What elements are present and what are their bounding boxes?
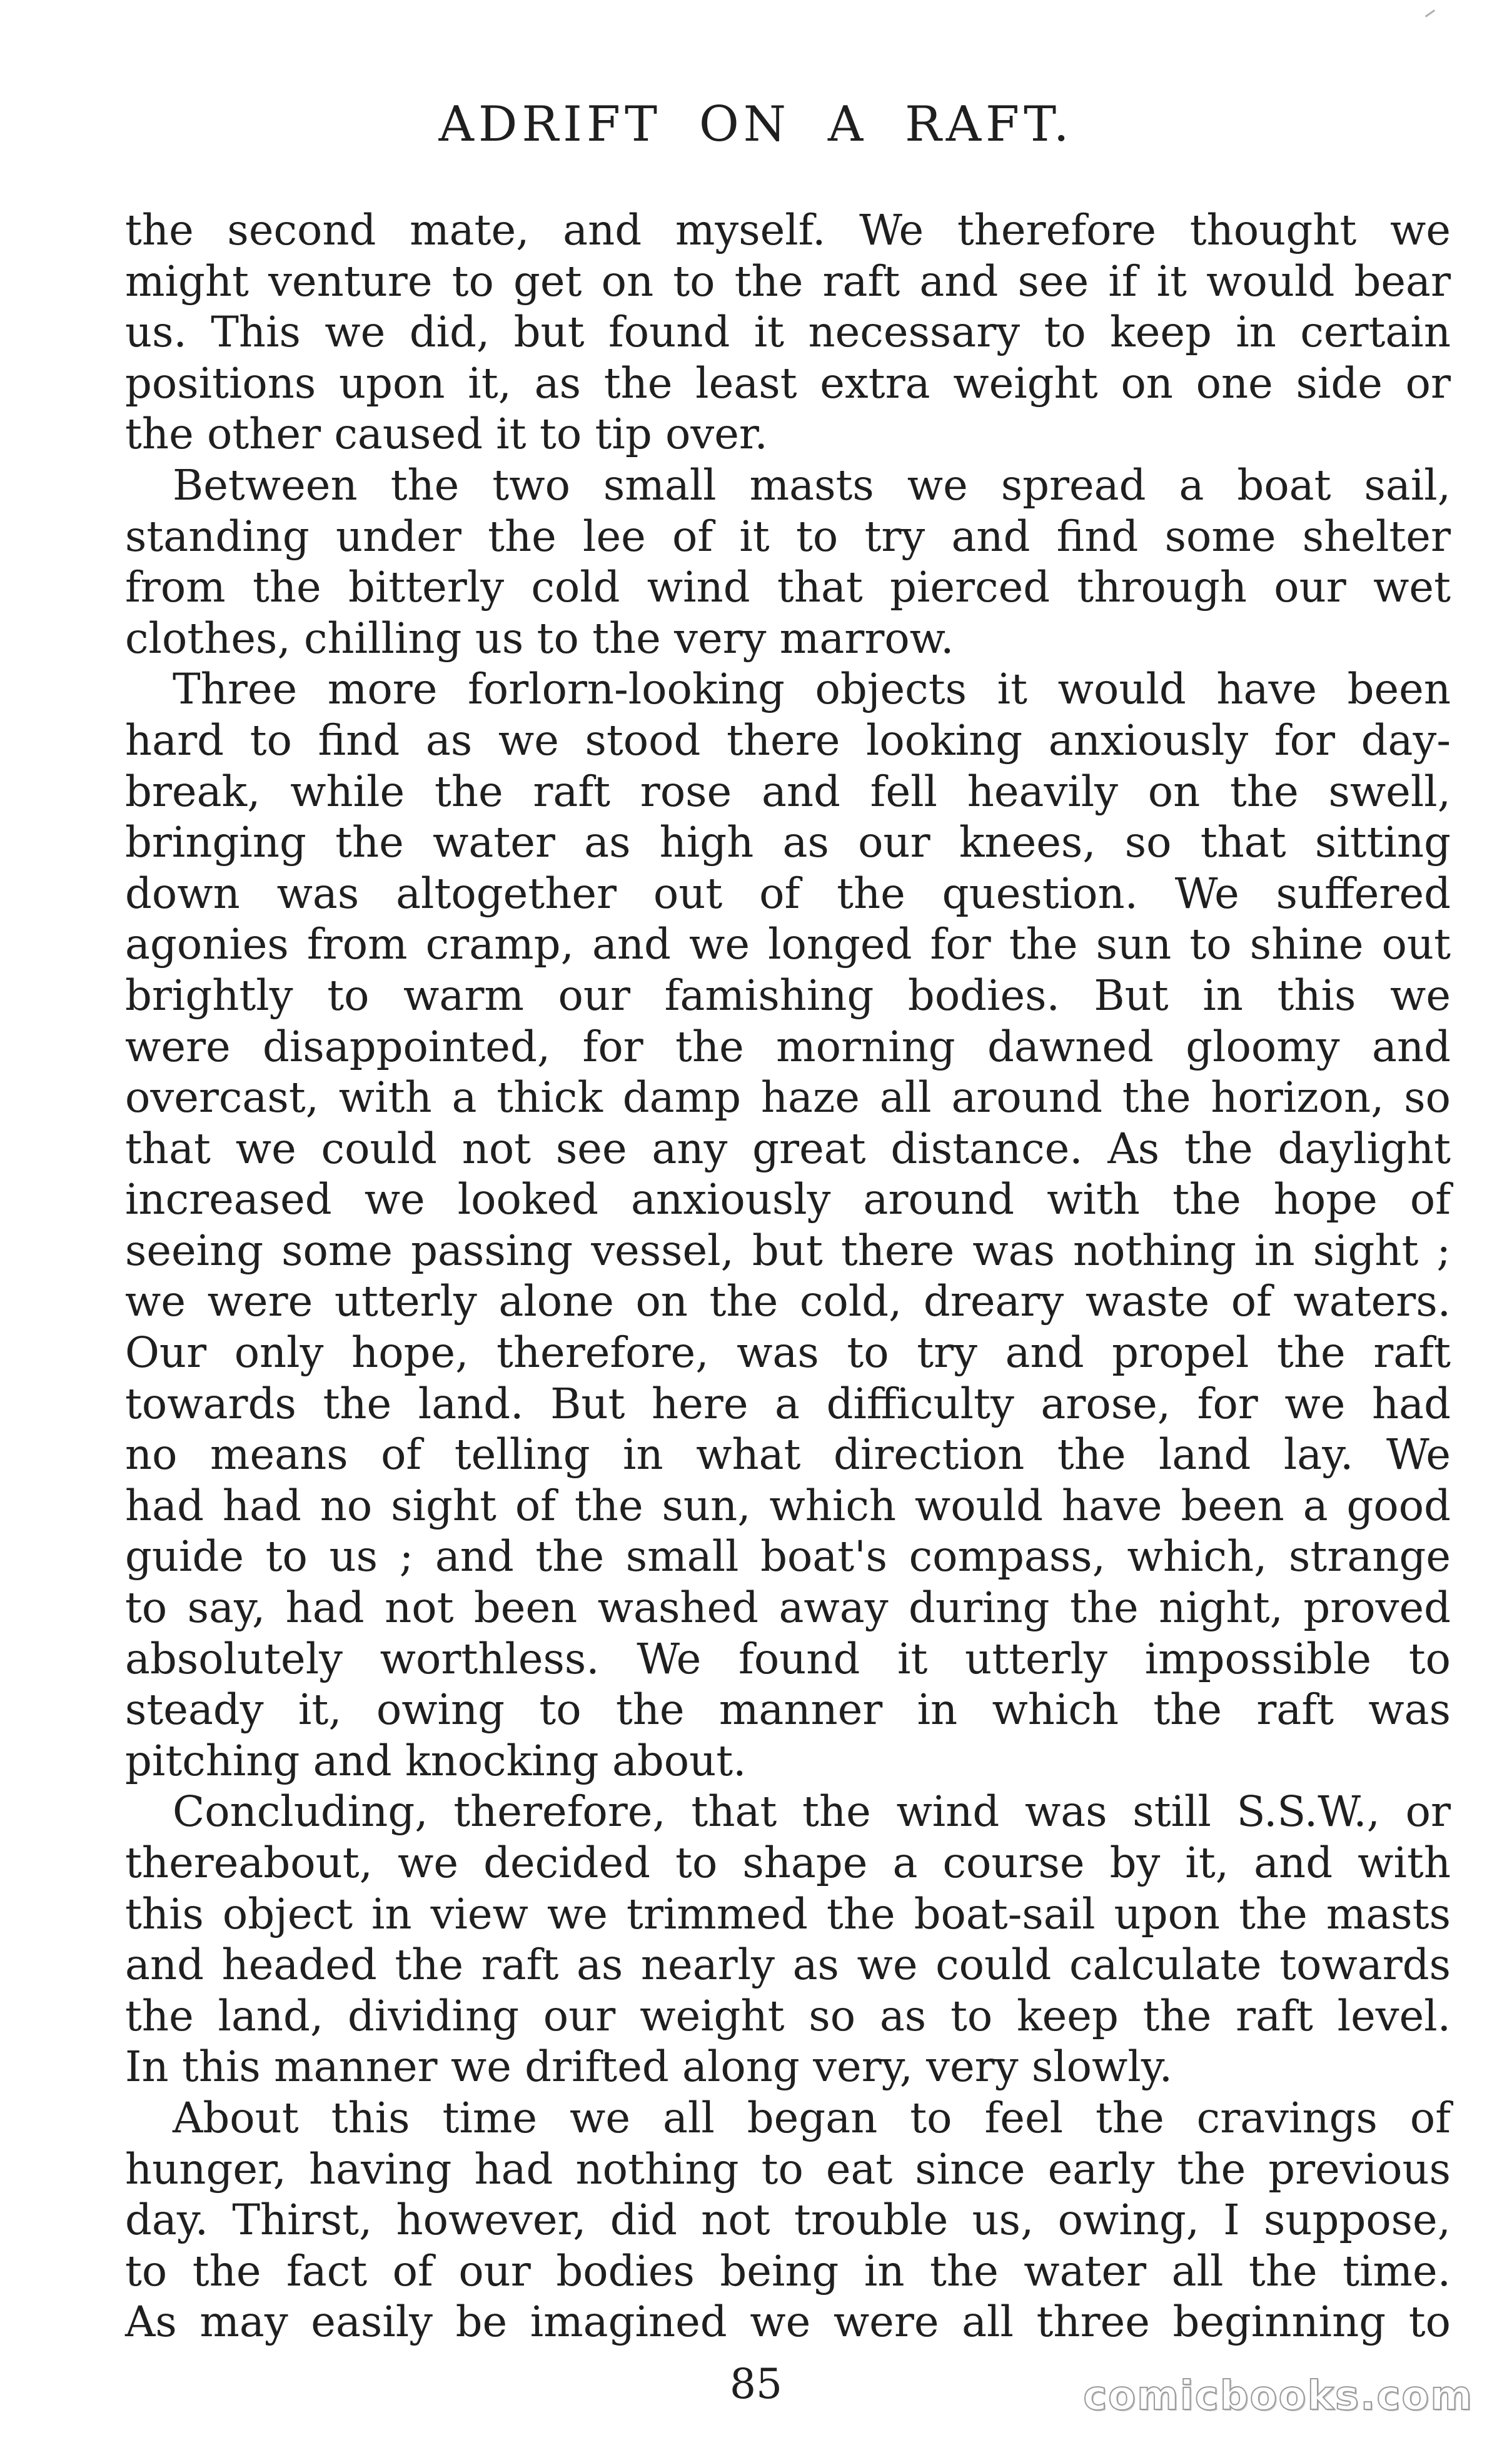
text-line: no means of telling in what direction the land lay. We [125,1430,1451,1480]
text-line: hunger, having had nothing to eat since early the previous [125,2144,1451,2194]
text-line: the land, dividing our weight so as to keep the raft level. [125,1991,1451,2040]
text-line: About this time we all began to feel the cravings of [173,2093,1451,2142]
text-line: thereabout, we decided to shape a course by it, and with [125,1838,1451,1887]
paragraph-5 [125,2093,1451,2348]
paragraph-4 [125,1787,1451,2093]
text-line: hard to find as we stood there looking anxiously for day- [125,715,1451,765]
text-line: the other caused it to tip over. [125,410,768,459]
text-line: this object in view we trimmed the boat-sail upon the masts [125,1889,1451,1938]
text-line: Our only hope, therefore, was to try and propel the raft [125,1328,1451,1378]
paragraph-3 [125,664,1451,1787]
text-line: Three more forlorn-looking objects it would have been [173,665,1451,714]
text-line: steady it, owing to the manner in which the raft was [125,1685,1451,1735]
text-line: standing under the lee of it to try and find some shelter [125,512,1451,561]
paragraph-2 [125,460,1451,664]
text-line: break, while the raft rose and fell heavily on the swell, [125,767,1451,816]
text-line: day. Thirst, however, did not trouble us, owing, I suppose, [125,2195,1451,2245]
text-line: to the fact of our bodies being in the water all the time. [125,2246,1451,2296]
running-head: ADRIFT ON A RAFT. [438,96,1074,153]
text-line: increased we looked anxiously around with the hope of [125,1175,1451,1224]
text-line: might venture to get on to the raft and see if it would bear [125,256,1451,306]
text-line: to say, had not been washed away during the night, proved [125,1583,1451,1633]
text-line: seeing some passing vessel, but there was nothing in sight ; [125,1226,1451,1275]
text-line: As may easily be imagined we were all three beginning to [125,2297,1451,2347]
text-line: from the bitterly cold wind that pierced through our wet [125,563,1451,612]
text-line: Concluding, therefore, that the wind was still S.S.W., or [173,1787,1451,1837]
text-line: overcast, with a thick damp haze all around the horizon, so [125,1073,1451,1122]
text-line: In this manner we drifted along very, very slowly. [125,2042,1173,2092]
text-line: us. This we did, but found it necessary to keep in certain [125,308,1451,357]
text-line: down was altogether out of the question. We suffered [125,869,1451,918]
text-line: that we could not see any great distance. As the daylight [125,1124,1451,1173]
text-line: towards the land. But here a difficulty arose, for we had [125,1379,1451,1428]
paragraph-1 [125,205,1451,460]
text-line: agonies from cramp, and we longed for the sun to shine out [125,920,1451,969]
text-line: clothes, chilling us to the very marrow. [125,613,954,663]
body-text [125,205,1451,2348]
text-line: positions upon it, as the least extra weight on one side or [125,358,1451,408]
page-number: 85 [730,2360,782,2408]
watermark-logo: comicbooks.com [1083,2373,1473,2419]
text-line: pitching and knocking about. [125,1736,747,1785]
text-line: Between the two small masts we spread a boat sail, [173,460,1451,510]
text-line: we were utterly alone on the cold, dreary waste of waters. [125,1277,1451,1326]
text-line: were disappointed, for the morning dawned gloomy and [125,1022,1451,1071]
text-line: guide to us ; and the small boat's compass, which, strange [125,1532,1451,1581]
text-line: had had no sight of the sun, which would have been a good [125,1481,1451,1530]
text-line: bringing the water as high as our knees, so that sitting [125,818,1451,867]
scan-mark [1425,9,1435,18]
text-line: and headed the raft as nearly as we could calculate towards [125,1940,1451,1990]
text-line: absolutely worthless. We found it utterly impossible to [125,1634,1451,1683]
text-line: brightly to warm our famishing bodies. But in this we [125,970,1451,1020]
text-line: the second mate, and myself. We therefore thought we [125,206,1451,255]
